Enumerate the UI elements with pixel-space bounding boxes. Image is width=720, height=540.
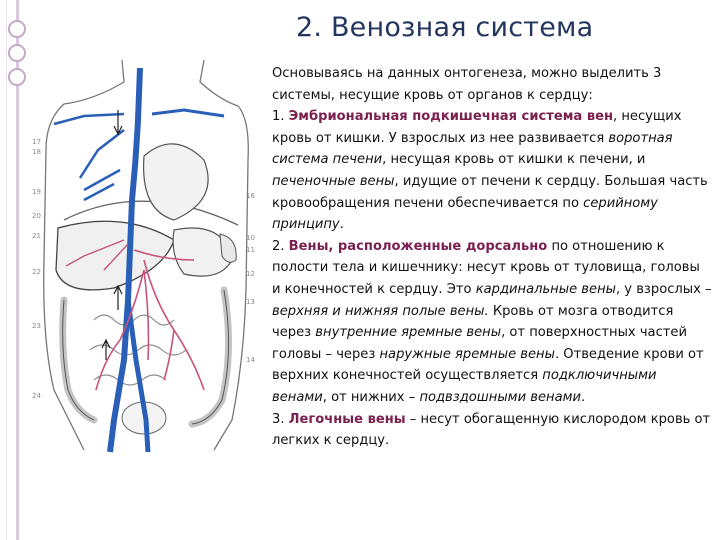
figure-label-18: 18	[32, 148, 41, 156]
item-3-text: – несут обогащенную кислородом кровь от легких к сердцу.	[272, 411, 711, 449]
item-1-text: , идущие от печени к сердцу. Большая часть кровообращения печени обеспечивается по	[272, 173, 708, 211]
item-1-term: воротная система печени	[272, 130, 673, 168]
item-3	[272, 409, 712, 452]
item-3-heading: Легочные вены	[288, 411, 406, 427]
figure-label-21: 21	[32, 232, 41, 240]
item-1-term: печеночные вены	[272, 173, 395, 189]
item-2-text: Кровь от мозга отводится через	[272, 303, 674, 341]
figure-label-20: 20	[32, 212, 41, 220]
item-3-number: 3.	[272, 411, 289, 427]
item-1-text: .	[339, 217, 344, 233]
item-1-term: серийному принципу	[272, 195, 658, 233]
slide-title: 2. Венозная система	[296, 12, 594, 43]
item-2-term: подключичными венами	[272, 368, 657, 405]
item-1-text: , несущая кровь от кишки к печени, и	[382, 152, 646, 168]
figure-label-14: 14	[246, 356, 255, 364]
figure-label-11: 11	[246, 246, 255, 254]
item-2	[272, 236, 712, 409]
figure-label-16: 16	[246, 192, 255, 200]
figure-label-17: 17	[32, 138, 41, 146]
figure-label-23: 23	[32, 322, 41, 330]
item-2-text: . Отведение крови от верхних конечностей осуществляется	[272, 346, 704, 384]
item-2-text: , от поверхностных частей головы – через	[272, 325, 687, 362]
venous-system-illustration	[24, 60, 260, 460]
item-2-heading: Вены, расположенные дорсально	[288, 238, 548, 254]
figure-label-13: 13	[246, 298, 255, 306]
item-1-heading: Эмбриональная подкишечная система вен	[288, 109, 614, 125]
slide-left-bar	[0, 0, 19, 540]
item-2-term: наружные яремные вены	[379, 346, 555, 362]
item-1-text: , несущих кровь от кишки. У взрослых из нее развивается	[272, 109, 682, 146]
figure-label-24: 24	[32, 392, 41, 400]
figure-label-19: 19	[32, 188, 41, 196]
figure-label-10: 10	[246, 234, 255, 242]
figure-label-12: 12	[246, 270, 255, 278]
item-2-term: подвздошными венами	[419, 389, 581, 405]
item-2-term: кардинальные вены	[475, 281, 616, 297]
item-2-text: , от нижних –	[322, 389, 420, 405]
item-2-text: по отношению к полости тела и кишечнику: несут кровь от туловища, головы и конечностей к сердцу. Это	[272, 238, 700, 297]
item-2-number: 2.	[272, 238, 289, 254]
item-2-text: , у взрослых –	[615, 281, 712, 297]
item-2-text: .	[580, 389, 586, 405]
item-1-number: 1.	[272, 109, 289, 125]
item-2-term: внутренние яремные вены	[315, 325, 502, 341]
figure-label-22: 22	[32, 268, 41, 276]
slide-body	[272, 63, 712, 452]
item-2-term: верхняя и нижняя полые вены.	[272, 303, 489, 319]
intro-paragraph: Основываясь на данных онтогенеза, можно выделить 3 системы, несущие кровь от органов к сердцу:	[272, 66, 662, 103]
item-1	[272, 106, 712, 236]
binder-ring-icon	[8, 20, 26, 38]
